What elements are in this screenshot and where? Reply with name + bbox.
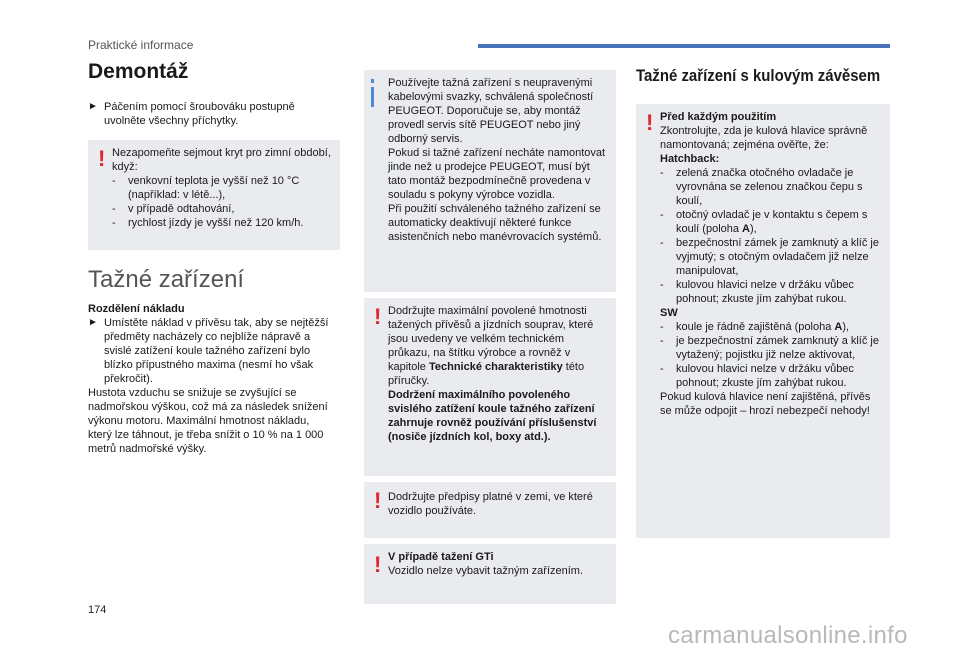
position-a-label: A <box>834 321 843 333</box>
info-icon <box>371 79 374 107</box>
altitude-text: Hustota vzduchu se snižuje se zvyšující se nadmořskou výškou, což má za následek snížení výkonu motoru. Maximální hmotnost nákladu, který lze táhnout, je třeba snížit o 10 % na 1 000 metrů nadmořské výšky. <box>88 387 328 455</box>
position-close: ), <box>842 321 850 333</box>
exclamation-warning-icon: ! <box>374 552 382 577</box>
sw-item: koule je řádně zajištěná (poloha <box>676 321 835 333</box>
closing-warning-text: Pokud kulová hlavice není zajištěná, přívěs se může odpojit – hrozí nebezpečí nehody! <box>660 391 871 417</box>
before-title: Před každým použitím <box>660 111 777 123</box>
weights-text <box>388 304 608 388</box>
demontaz-warning-box: ! Nezapomeňte sejmout kryt pro zimní období, když: - venkovní teplota je vyšší než 10 °C (například: v létě...), - v případě odtahování, - rychlost jízdy je vyšší než 120 km/h. <box>88 140 340 250</box>
exclamation-warning-icon: ! <box>374 488 382 513</box>
exclamation-warning-icon: ! <box>646 110 654 135</box>
page-number: 174 <box>88 604 107 616</box>
tazne-title: Tažné zařízení <box>88 266 245 293</box>
warning-item: v případě odtahování, <box>128 203 235 215</box>
weights-text-a: Dodržujte maximální povolené hmotnosti tažených přívěsů a jízdních souprav, které jsou uvedeny ve velkém technickém průkazu, na štítku výrobce a rovněž v kapitole <box>388 305 594 373</box>
warning-lead: Nezapomeňte sejmout kryt pro zimní období, když: <box>112 147 331 173</box>
gti-warning-box <box>364 544 616 604</box>
section-header: Praktické informace <box>88 38 194 52</box>
sw-item: je bezpečnostní zámek zamknutý a klíč je vytažený; pojistku již nelze aktivovat, <box>676 335 879 361</box>
sw-item: kulovou hlavici nelze v držáku vůbec pohnout; zkuste jím zahýbat rukou. <box>676 363 854 389</box>
regulations-text: Dodržujte předpisy platné v zemi, ve které vozidlo používáte. <box>388 491 593 517</box>
kulovy-warning-box: ! Před každým použitím Zkontrolujte, zda je kulová hlavice správně namontovaná; zejména ověřte, že: Hatchback: - zelená značka otočného ovladače je vyrovnána se zelenou značkou čepu s koulí, - otočný ovladač je v kontaktu s čepem s koulí (poloha A), - bezpečnostní zámek je zamknutý a klíč je vyjmutý; s otočným ovladačem již nelze manipulovat, - kulovou hlavici nelze v držáku vůbec pohnout; zkuste jím zahýbat rukou. SW - koule je řádně zajištěná (poloha A), - je bezpečnostní zámek zamknutý a klíč je vytažený; pojistku již nelze aktivovat, - kulovou hlavici nelze v držáku vůbec pohnout; zkuste jím zahýbat rukou. Pokud kulová hlavice není zajištěná, přívěs se může odpojit – hrozí nebezpečí nehody! <box>636 104 890 538</box>
demontaz-step <box>88 100 328 128</box>
exclamation-warning-icon: ! <box>374 304 382 329</box>
watermark: carmanualsonline.info <box>668 622 908 649</box>
before-text: Zkontrolujte, zda je kulová hlavice správně namontovaná; zejména ověřte, že: <box>660 125 868 151</box>
load-step-text: Umístěte náklad v přívěsu tak, aby se nejtěžší předměty nacházely co nejblíže nápravě a svislé zatížení koule tažného zařízení bylo blízko přípustného maxima (nesmí ho však překročit). <box>104 317 329 385</box>
weights-warning-box <box>364 298 616 476</box>
weights-chapter-ref: Technické charakteristiky <box>428 361 563 373</box>
weights-bold-text: Dodržení maximálního povoleného svislého zatížení koule tažného zařízení zahrnuje rovněž používání příslušenství (nosiče jízdních kol, boxy atd.). <box>388 389 597 443</box>
hatchback-item: otočný ovladač je v kontaktu s čepem s koulí (poloha <box>676 209 868 235</box>
demontaz-step-text: Páčením pomocí šroubováku postupně uvolněte všechny příchytky. <box>104 101 295 127</box>
warning-item: rychlost jízdy je vyšší než 120 km/h. <box>128 217 304 229</box>
demontaz-title: Demontáž <box>88 60 189 83</box>
weights-text-c: této příručky. <box>388 361 585 387</box>
position-close: ), <box>750 223 757 235</box>
arrow-right-icon: ► <box>88 317 98 328</box>
kulovy-title: Tažné zařízení s kulovým závěsem <box>636 66 881 85</box>
regulations-warning-box <box>364 482 616 538</box>
position-a-label: A <box>742 223 750 235</box>
warning-item: venkovní teplota je vyšší než 10 °C (například: v létě...), <box>128 175 300 201</box>
sw-title: SW <box>660 307 678 319</box>
header-bar <box>478 44 890 48</box>
gti-title: V případě tažení GTi <box>388 551 494 563</box>
hatchback-item: zelená značka otočného ovladače je vyrovnána se zelenou značkou čepu s koulí, <box>676 167 863 207</box>
exclamation-warning-icon: ! <box>98 146 106 171</box>
arrow-right-icon: ► <box>88 101 98 112</box>
hatchback-title: Hatchback: <box>660 153 720 165</box>
load-section <box>88 302 334 456</box>
hatchback-item: kulovou hlavici nelze v držáku vůbec pohnout; zkuste jím zahýbat rukou. <box>676 279 854 305</box>
info-text: Používejte tažná zařízení s neupravenými kabelovými svazky, schválená společností PEUGEOT. Doporučuje se, aby montáž provedl servis sítě PEUGEOT nebo jiný odborný servis. Pokud si tažné zařízení necháte namontovat jinde než u prodejce PEUGEOT, musí být tato montáž bezpodmínečně provedena v souladu s pokyny výrobce vozidla. Při použití schváleného tažného zařízení se automaticky deaktivují některé funkce asistenčních nebo manévrovacích systémů. <box>388 77 606 243</box>
gti-text: Vozidlo nelze vybavit tažným zařízením. <box>388 565 584 577</box>
load-title: Rozdělení nákladu <box>88 303 185 315</box>
hatchback-item: bezpečnostní zámek je zamknutý a klíč je vyjmutý; s otočným ovladačem již nelze manipulovat, <box>676 237 879 277</box>
info-box <box>364 70 616 292</box>
